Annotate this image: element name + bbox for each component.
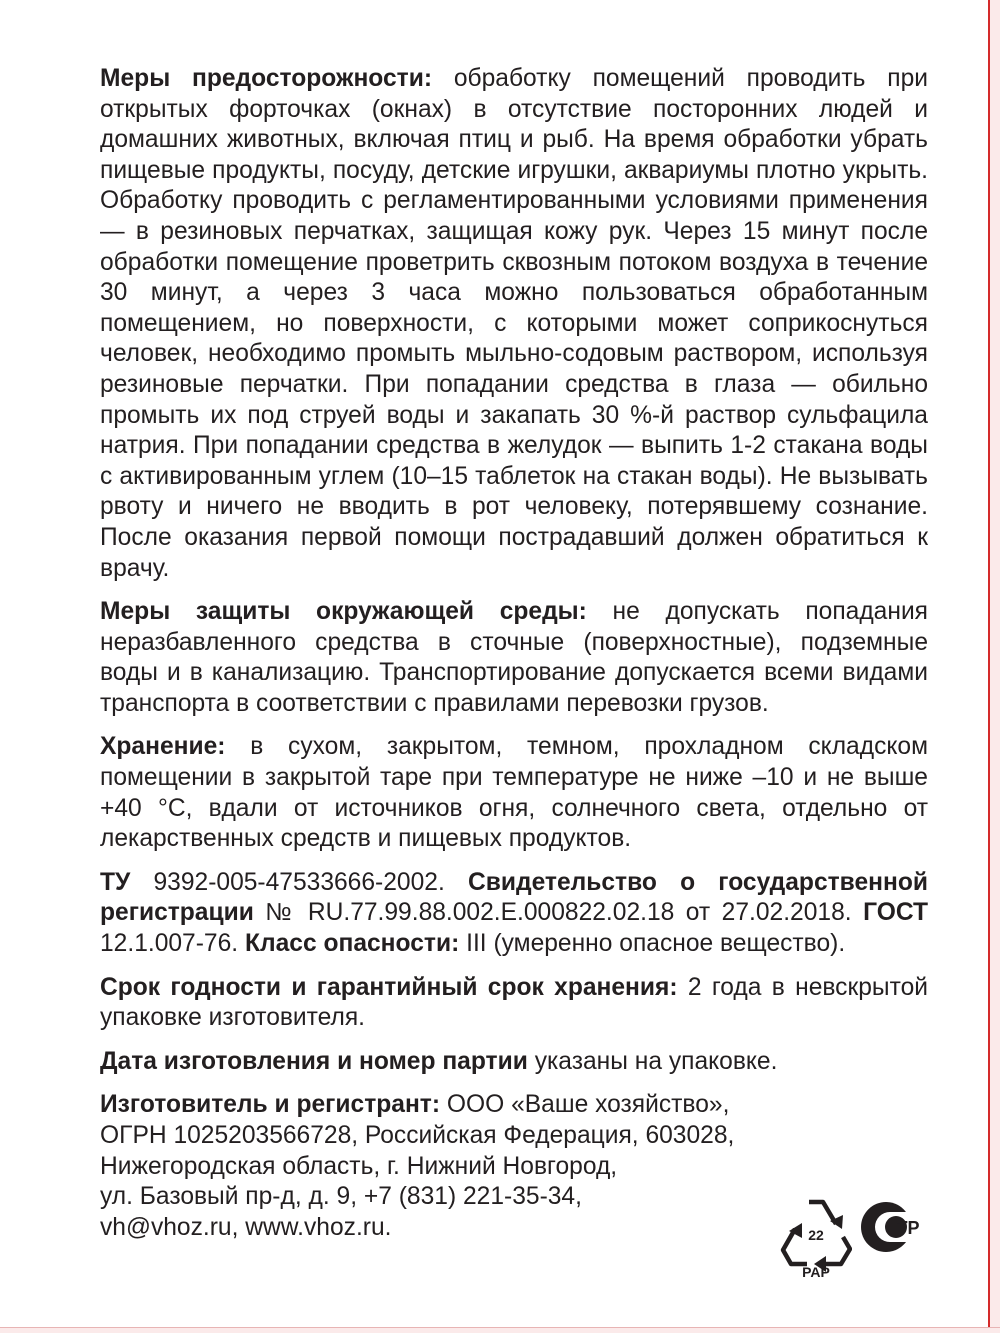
- gost-value: 12.1.007-76.: [100, 930, 245, 958]
- precautions-text: обработку помещений проводить при открытых форточках (окнах) в отсутствие посторонних людей и домашних животных, включая птиц и рыб. На время обработки убрать пищевые продукты, посуду, детские игрушки, аквариумы плотно укрыть. Обработку проводить с регламентированными условиями применения — в резиновых перчатках, защищая кожу рук. Через 15 минут после обработки помещение проветрить сквозным потоком воздуха в течение 30 минут, а через 3 часа можно пользоваться обработанным помещением, но поверхности, с которыми может соприкоснуться человек, необходимо промыть мыльно-содовым раствором, используя резиновые перчатки. При попадании средства в глаза — обильно промыть их под струей воды и закапать 30 %-й раствор сульфацила натрия. При попадании средства в желудок — выпить 1-2 стакана воды с активированным углем (10–15 таблеток на стакан воды). Не вызывать рвоту и ничего не вводить в рот человеку, потерявшему сознание. После оказания первой помощи пострадавший должен обратиться к врачу.: [100, 65, 928, 582]
- storage-section: [100, 732, 928, 854]
- recycle-number: 22: [808, 1227, 824, 1243]
- storage-heading: Хранение:: [100, 733, 226, 761]
- hazard-class-value: III (умеренно опасное вещество).: [459, 930, 846, 958]
- shelf-life-text: 2 года в невскрытой упаковке изготовителя.: [100, 973, 928, 1032]
- recycle-icon: [780, 1193, 852, 1277]
- manufacturer-line-1: [100, 1090, 928, 1121]
- tu-label: ТУ: [100, 868, 131, 896]
- hazard-class-heading: Класс опасности:: [244, 930, 460, 958]
- manufacturer-name: ООО «Ваше хозяйство»,: [440, 1091, 730, 1119]
- certificate-value: № RU.77.99.88.002.Е.000822.02.18 от 27.02.2018.: [253, 899, 864, 927]
- precautions-section: [100, 64, 928, 584]
- manufacturer-contacts: vh@vhoz.ru, www.vhoz.ru.: [100, 1213, 392, 1241]
- environment-text: не допускать попадания неразбавленного средства в сточные (поверхностные), подземные воды и в канализацию. Транспортирование допускается всеми видами транспорта в соответствии с правилами перевозки грузов.: [100, 598, 928, 717]
- environment-section: [100, 597, 928, 719]
- recycle-code: PAP: [802, 1264, 830, 1277]
- tu-value: 9392-005-47533666-2002.: [130, 868, 468, 896]
- storage-text: в сухом, закрытом, темном, прохладном складском помещении в закрытой таре при температуре не ниже –10 и не выше +40 °С, вдали от источников огня, солнечного света, отдельно от лекарственных средств и пищевых продуктов.: [100, 733, 928, 853]
- certificate-heading: Свидетельство о государственной регистрации: [100, 868, 928, 927]
- manufacture-date-heading: Дата изготовления и номер партии: [100, 1047, 528, 1075]
- conformity-mark-icon: [860, 1201, 930, 1253]
- conformity-letters: ТР: [896, 1218, 920, 1238]
- page-edge-bottom: [0, 1327, 1000, 1333]
- shelf-life-section: [100, 973, 928, 1034]
- environment-heading: Меры защиты окружающей среды:: [100, 598, 587, 626]
- page-edge-right: [988, 0, 1000, 1333]
- regulatory-section: [100, 868, 928, 960]
- manufacturer-heading: Изготовитель и регистрант:: [100, 1091, 441, 1119]
- manufacturer-ogrn: ОГРН 1025203566728, Российская Федерация, 603028,: [100, 1122, 735, 1149]
- manufacturer-street: ул. Базовый пр-д, д. 9, +7 (831) 221-35-34,: [100, 1183, 582, 1211]
- certification-marks: [780, 1193, 930, 1283]
- shelf-life-heading: Срок годности и гарантийный срок хранения:: [100, 973, 678, 1001]
- manufacture-date-text: указаны на упаковке.: [527, 1047, 778, 1075]
- manufacture-date-section: [100, 1047, 928, 1078]
- precautions-heading: Меры предосторожности:: [100, 65, 433, 92]
- label-text: [100, 64, 928, 1243]
- manufacturer-region: Нижегородская область, г. Нижний Новгород,: [100, 1152, 618, 1180]
- gost-label: ГОСТ: [863, 899, 928, 927]
